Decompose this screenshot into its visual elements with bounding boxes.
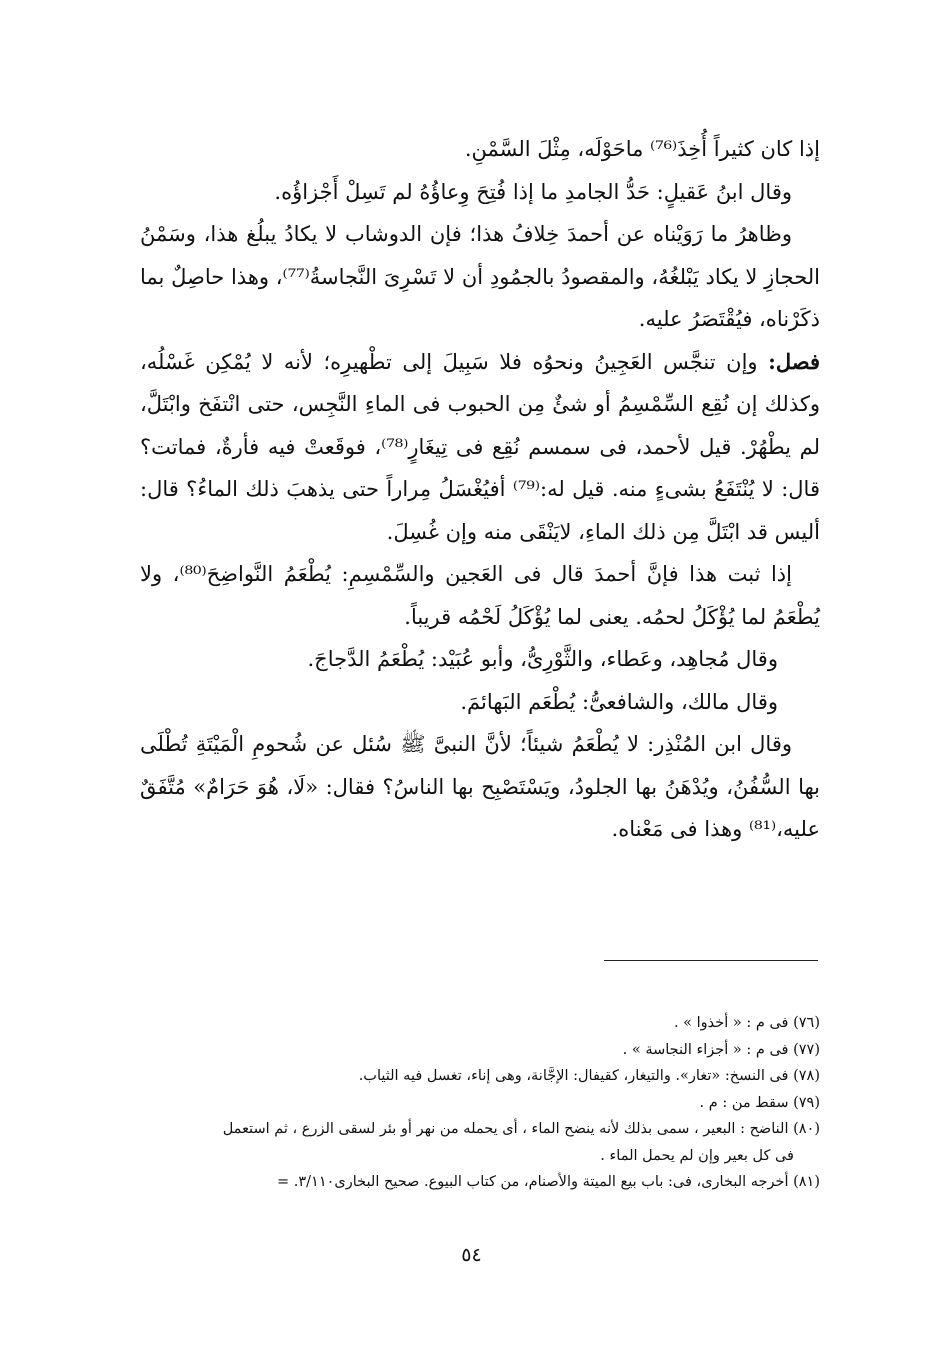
paragraph-ibn-aqil: وقال ابنُ عَقيلٍ: حَدُّ الجامدِ ما إذا فُتِحَ وِعاؤُهُ لم تَسِلْ أَجْزاؤُه.: [274, 179, 792, 204]
paragraph-malik: وقال مالك، والشافعىُّ: يُطْعَم البَهائمَ.: [460, 689, 778, 714]
footnote-77: (٧٧) فى م : « أجزاء النجاسة » .: [622, 1041, 820, 1058]
footnote-76: (٧٦) فى م : « أخذوا » .: [673, 1015, 820, 1031]
main-text-block: [140, 128, 820, 851]
paragraph-fasl: [140, 341, 820, 554]
footnotes-block: [130, 1010, 820, 1196]
footnote-80: (٨٠) الناضح : البعير ، سمى بذلك لأنه ينضح الماء ، أى يحمله من نهر أو بئر لسقى الزرع ، ثم استعمل: [222, 1121, 820, 1137]
footnote-79: (٧٩) سقط من : م .: [699, 1094, 820, 1111]
page-number: ٥٤: [461, 1244, 482, 1266]
paragraph-ahmad-opinion: وظاهرُ ما رَوَيْناه عن أحمدَ خِلافُ هذا؛ فإن الدوشاب لا يكادُ يبلُغ هذا، وسَمْنُ الحجازِ لا يكاد يَبْلغُهُ، والمقصودُ بالجمُودِ أن لا تَسْرِىَ النَّجاسةُ⁽⁷⁷⁾، وهذا حاصِلٌ بما ذكَرْناه، فيُقْتَصَرُ عليه.: [140, 222, 820, 331]
footnote-separator: [604, 960, 818, 961]
footnote-80-continued: فى كل بعير وإن لم يحمل الماء .: [600, 1147, 794, 1164]
paragraph-ijin-simsim: إذا ثبت هذا فإنَّ أحمدَ قال فى العَجين والسِّمْسِمِ: يُطْعَمُ النَّواضِحَ⁽⁸⁰⁾، ولا يُطْعَمُ لما يُؤْكَلُ لحمُه. يعنى لما يُؤْكَلُ لَحْمُه قريباً.: [140, 562, 820, 629]
paragraph-mujahid: وقال مُجاهِد، وعَطاء، والثَّوْرِىُّ، وأبو عُبَيْد: يُطْعَمُ الدَّجاجَ.: [307, 647, 778, 671]
paragraph-1: إذا كان كثيراً أُخِذَ⁽⁷⁶⁾ ماحَوْلَه، مِثْلَ السَّمْنِ.: [464, 137, 820, 161]
paragraph-ibn-mundhir: وقال ابن المُنْذِر: لا يُطْعَمُ شيئاً؛ لأنَّ النبىَّ ﷺ سُئل عن شُحومِ الْمَيْتَةِ تُطْلَى بها السُّفُنُ، ويُدْهَنُ بها الجلودُ، ويَسْتَصْبِح بها الناسُ؟ فقال: «لَا، هُوَ حَرَامٌ» مُتَّفَقٌ عليه،⁽⁸¹⁾ وهذا فى مَعْناه.: [140, 732, 820, 841]
footnote-81: (٨١) أخرجه البخارى، فى: باب بيع الميتة والأصنام، من كتاب البيوع. صحيح البخارى٣/١١٠. =: [276, 1174, 820, 1190]
fasl-body: وإن تنجَّس العَجِينُ ونحوُه فلا سَبِيلَ إلى تطْهيرِه؛ لأنه لا يُمْكِن غَسْلُه، وكذلك إن نُقِع السِّمْسِمُ أو شئٌ مِن الحبوب فى الماءِ النَّجِس، حتى انْتفَخ وابْتَلَّ، لم يطْهُرْ. قيل لأحمد، فى سمسم نُقِع فى تِيغَارٍ⁽⁷⁸⁾، فوقَعتْ فيه فأرةٌ، فماتت؟ قال: لا يُنْتَفَعُ بشىءٍ منه. قيل له:⁽⁷⁹⁾ أفيُغْسَلُ مِراراً حتى يذهبَ ذلك الماءُ؟ قال: أليس قد ابْتَلَّ مِن ذلك الماءِ، لايَنْقَى منه وإن غُسِلَ.: [140, 349, 821, 544]
fasl-heading: فصل:: [768, 348, 820, 374]
footnote-78: (٧٨) فى النسخ: «تغار». والتيغار، كقيفال: الإجَّانة، وهى إناء، تغسل فيه الثياب.: [358, 1068, 820, 1084]
